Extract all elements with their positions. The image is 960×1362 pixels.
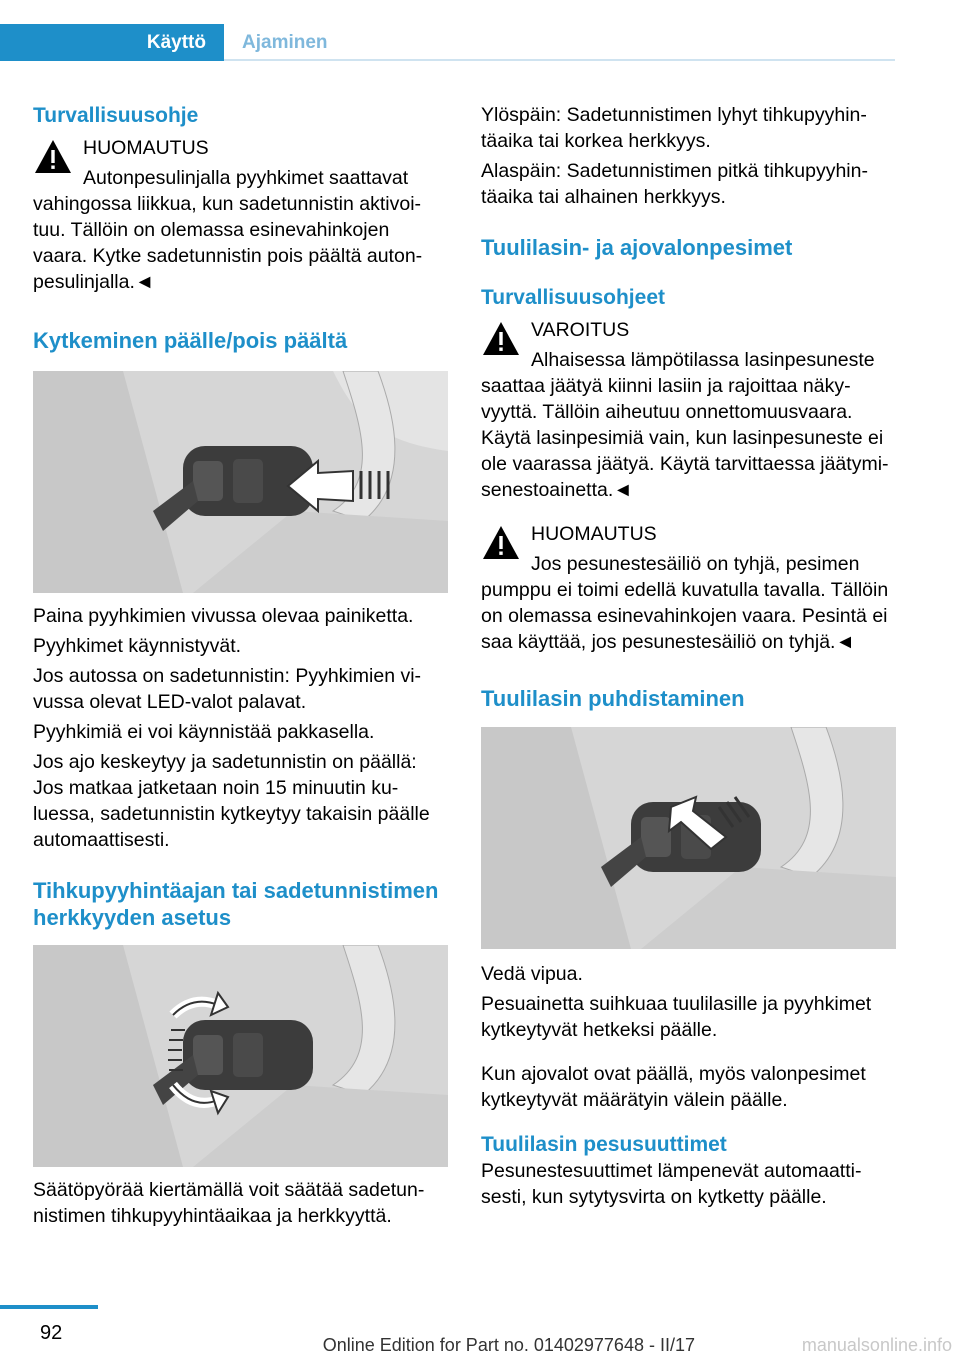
- cleaning-heading: Tuulilasin puhdistaminen: [481, 686, 745, 711]
- para-resume: Jos ajo keskeytyy ja sadetunnistin on päällä: Jos matkaa jatketaan noin 15 minuutin ku-luessa, sadetunnistin kytkeytyy takaisin päälle automaattisesti.: [33, 751, 430, 851]
- notice-text: pumppu ei toimi edellä kuvatulla tavalla. Tällöin on olemassa esinevahinkojen vaara. Pesintä ei saa käyttää, jos pesunestesäiliö on tyhjä.◄: [481, 579, 889, 653]
- tab-kaytto-label: Käyttö: [146, 31, 206, 53]
- notice-title: HUOMAUTUS: [531, 523, 657, 545]
- para-up: Ylöspäin: Sadetunnistimen lyhyt tihkupyyhin-täaika tai korkea herkkyys.: [481, 104, 867, 152]
- para-start: Pyyhkimet käynnistyvät.: [33, 635, 242, 657]
- left-column: [33, 100, 448, 1229]
- footer-accent-line: [0, 1305, 98, 1309]
- safety-heading: Turvallisuusohje: [33, 104, 199, 127]
- notice-text-first: Autonpesulinjalla pyyhkimet saattavat: [83, 167, 409, 189]
- para-press: Paina pyyhkimien vivussa olevaa painiketta.: [33, 605, 414, 627]
- wiper-lever-image-3: [481, 727, 896, 949]
- warning-triangle-icon: [33, 138, 73, 175]
- para-down: Alaspäin: Sadetunnistimen pitkä tihkupyyhin-täaika tai alhainen herkkyys.: [481, 160, 868, 208]
- wiper-lever-image-1: [33, 371, 448, 593]
- para-frost: Pyyhkimiä ei voi käynnistää pakkasella.: [33, 721, 375, 743]
- washers-safety-heading: Turvallisuusohjeet: [481, 286, 665, 309]
- page-number: 92: [40, 1322, 63, 1344]
- warning-title: VAROITUS: [531, 319, 630, 341]
- wiper-lever-image-2: [33, 945, 448, 1167]
- interval-heading: Tihkupyyhintäajan tai sadetunnistimen herkkyyden asetus: [33, 878, 439, 930]
- right-column: [481, 100, 896, 1210]
- para-spray: Pesuainetta suihkuaa tuulilasille ja pyyhkimet kytkeytyvät hetkeksi päälle.: [481, 993, 872, 1041]
- warning-text: saattaa jäätyä kiinni lasiin ja rajoittaa näky-vyyttä. Tällöin aiheutuu onnettomuusvaara. Käytä lasinpesimiä vain, kun lasinpesuneste ei ole vaarassa jäätyä. Käytä tarvittaessa jäätymi-senestoainetta.◄: [481, 375, 889, 501]
- edition-text: Online Edition for Part no. 01402977648 - II/17: [322, 1335, 695, 1355]
- para-rain-sensor: Jos autossa on sadetunnistin: Pyyhkimien vi-vussa olevat LED-valot palavat.: [33, 665, 422, 713]
- switching-heading: Kytkeminen päälle/pois päältä: [33, 328, 348, 353]
- warning-triangle-icon: [481, 320, 521, 357]
- warning-triangle-icon: [481, 524, 521, 561]
- warning-text-first: Alhaisessa lämpötilassa lasinpesuneste: [531, 349, 875, 371]
- tab-ajaminen[interactable]: [224, 24, 895, 61]
- warning-freeze: [481, 317, 896, 503]
- para-pull: Vedä vipua.: [481, 963, 583, 985]
- notice-text: vahingossa liikkua, kun sadetunnistin aktivoi-tuu. Tällöin on olemassa esinevahinkojen vaara. Kytke sadetunnistin pois päältä auton-pesulinjalla.◄: [33, 193, 423, 293]
- tab-ajaminen-label: Ajaminen: [242, 31, 328, 53]
- tab-kaytto[interactable]: [0, 24, 224, 61]
- para-wheel: Säätöpyörää kiertämällä voit säätää sadetun-nistimen tihkupyyhintäaikaa ja herkkyyttä.: [33, 1179, 425, 1227]
- washers-heading: Tuulilasin- ja ajovalonpesimet: [481, 235, 793, 260]
- watermark: manualsonline.info: [801, 1335, 952, 1355]
- chapter-tabs: [0, 24, 895, 61]
- notice-text-first: Jos pesunestesäiliö on tyhjä, pesimen: [531, 553, 860, 575]
- para-headlights: Kun ajovalot ovat päällä, myös valonpesimet kytkeytyvät määrätyin välein päälle.: [481, 1063, 866, 1111]
- nozzles-heading: Tuulilasin pesusuuttimet: [481, 1133, 727, 1156]
- notice-title: HUOMAUTUS: [83, 137, 209, 159]
- para-nozzles: Pesunestesuuttimet lämpenevät automaatti-sesti, kun sytytysvirta on kytketty päälle.: [481, 1160, 862, 1208]
- notice-car-wash: [33, 135, 448, 295]
- tab-divider: [224, 59, 895, 61]
- notice-empty-tank: [481, 521, 896, 655]
